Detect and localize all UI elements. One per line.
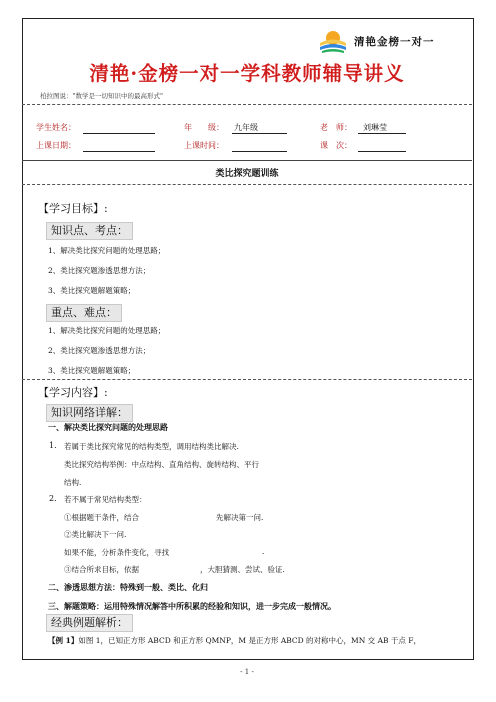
example-tag: 【例 1】 bbox=[48, 636, 79, 645]
key-point-item: 3、类比探究题解题策略； bbox=[48, 366, 136, 375]
key-point-item: 1、解决类比探究问题的处理思路； bbox=[48, 326, 166, 335]
network-heading: 知识网络详解： bbox=[46, 404, 133, 422]
paragraph-line: ，大胆猜测、尝试、验证. bbox=[200, 565, 285, 574]
paragraph-line: . bbox=[262, 547, 265, 556]
date-field[interactable] bbox=[83, 151, 155, 152]
teacher-value: 刘琳莹 bbox=[363, 123, 387, 132]
key-point-item: 2、类比探究题渗透思想方法； bbox=[48, 346, 151, 355]
knowledge-item: 1、解决类比探究问题的处理思路； bbox=[48, 246, 166, 255]
paragraph-line: ③结合所求目标，依据 bbox=[64, 565, 139, 574]
part3-line: 三、解题策略：运用特殊情况解答中所积累的经验和知识，进一步完成一般情况。 bbox=[48, 601, 336, 611]
divider bbox=[22, 160, 472, 161]
knowledge-item: 2、类比探究题渗透思想方法； bbox=[48, 266, 151, 275]
grade-label: 年 级： bbox=[184, 123, 224, 132]
page-title: 清艳·金榜一对一学科教师辅导讲义 bbox=[89, 62, 405, 85]
paragraph-line: 类比探究结构举例：中点结构、直角结构、旋转结构、平行 bbox=[64, 460, 259, 469]
date-label: 上课日期： bbox=[36, 141, 76, 150]
examples-heading: 经典例题解析： bbox=[46, 614, 133, 632]
motto: 柏拉图说："数学是一切知识中的最高形式" bbox=[40, 92, 163, 100]
example-text: 如图 1，已知正方形 ABCD 和正方形 QMNP，M 是正方形 ABCD 的对称中心，MN 交 AB 于点 F， bbox=[78, 636, 421, 645]
key-points-heading: 重点、难点： bbox=[46, 304, 122, 322]
sunrise-logo-icon bbox=[318, 28, 348, 54]
goals-heading: 【学习目标】: bbox=[38, 202, 108, 215]
knowledge-item: 3、类比探究题解题策略； bbox=[48, 286, 136, 295]
content-heading: 【学习内容】: bbox=[38, 386, 108, 399]
session-label: 课 次： bbox=[320, 141, 352, 150]
teacher-field[interactable] bbox=[358, 133, 406, 134]
info-row-1 bbox=[36, 122, 466, 138]
grade-value: 九年级 bbox=[234, 123, 258, 132]
divider bbox=[22, 104, 472, 105]
item-number: 2. bbox=[49, 494, 57, 503]
paragraph-line: 结构. bbox=[64, 478, 82, 487]
topic-title: 类比探究题训练 bbox=[215, 169, 279, 179]
example-1 bbox=[48, 635, 421, 646]
brand-logo bbox=[318, 28, 458, 54]
paragraph-line: ①根据题干条件，结合 bbox=[64, 513, 139, 522]
divider bbox=[22, 184, 472, 185]
grade-field[interactable] bbox=[232, 133, 287, 134]
divider bbox=[22, 379, 472, 380]
paragraph-line: ②类比解决下一问. bbox=[64, 530, 127, 539]
student-label: 学生姓名： bbox=[36, 123, 76, 132]
paragraph-line: 若属于类比探究常见的结构类型，调用结构类比解决. bbox=[64, 442, 239, 451]
page-number: - 1 - bbox=[240, 668, 254, 676]
paragraph-line: 若不属于常见结构类型： bbox=[64, 495, 147, 504]
student-name-field[interactable] bbox=[83, 133, 155, 134]
knowledge-heading: 知识点、考点： bbox=[46, 222, 133, 240]
part2-line: 二、渗透思想方法：特殊到一般、类比、化归 bbox=[48, 582, 208, 592]
paragraph-line: 先解决第一问. bbox=[216, 513, 264, 522]
brand-name: 清艳金榜一对一 bbox=[354, 36, 435, 48]
session-field[interactable] bbox=[358, 151, 406, 152]
info-row-2 bbox=[36, 140, 466, 156]
paragraph-line: 如果不能，分析条件变化，寻找 bbox=[64, 548, 169, 557]
item-number: 1. bbox=[49, 441, 57, 450]
time-label: 上课时间： bbox=[184, 141, 224, 150]
teacher-label: 老 师： bbox=[320, 123, 352, 132]
time-field[interactable] bbox=[232, 151, 287, 152]
part1-title: 一、解决类比探究问题的处理思路 bbox=[48, 422, 168, 432]
